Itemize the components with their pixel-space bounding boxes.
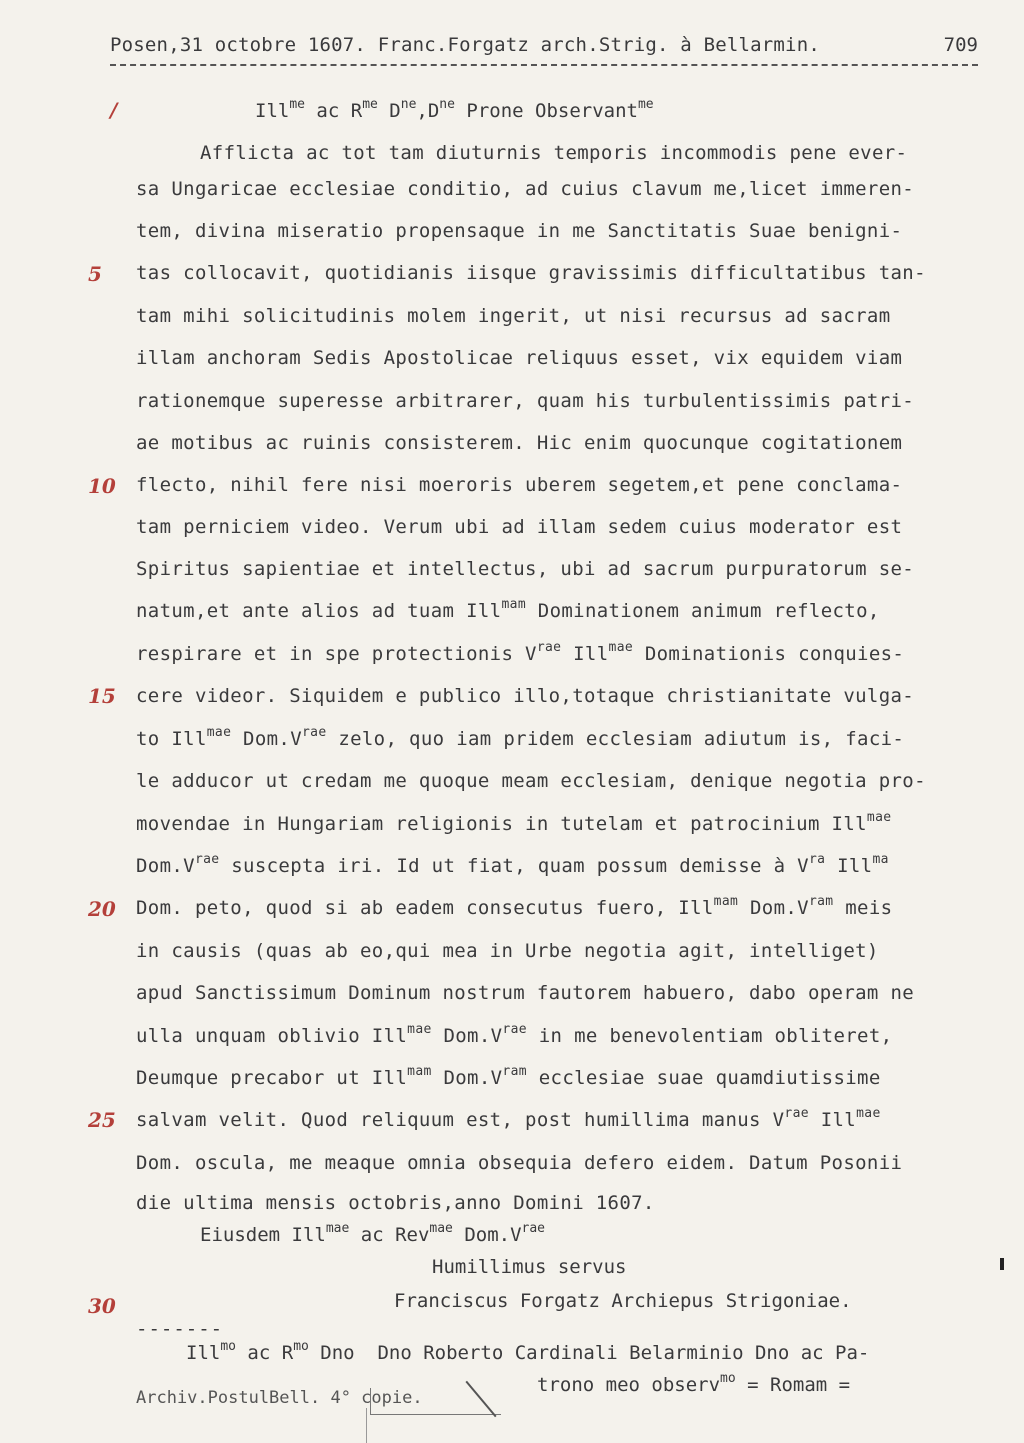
address-line: trono meo observ$^{mo}$ = Romam =	[537, 1371, 851, 1396]
body-line: $Dom.V^{rae}$ suscepta iri. Id ut fiat, quam possum demisse à $V^{ra}$ Ill$^{ma}$	[136, 852, 889, 877]
body-line: tem, divina miseratio propensaque in me Sanctitatis Suae benigni-	[136, 220, 903, 242]
signature: Franciscus Forgatz Archiepus Strigoniae.	[394, 1290, 852, 1312]
body-line: illam anchoram Sedis Apostolicae reliquus esset, vix equidem viam	[136, 347, 903, 369]
margin-mark: 5	[88, 262, 102, 286]
salutation: Ill$^{me}$ ac $R^{me}$ $D^{ne},D^{ne}$ Prone Observant$^{me}$	[255, 97, 654, 122]
page-header: Posen,31 octobre 1607. Franc.Forgatz arch.Strig. à Bellarmin.	[110, 34, 820, 56]
body-line: le adducor ut credam me quoque meam ecclesiam, denique negotia pro-	[136, 770, 926, 792]
edge-mark	[1000, 1258, 1004, 1270]
body-line: Deumque precabor ut Ill$^{mam}$ $Dom.V^{ram}$ ecclesiae suae quamdiutissime	[136, 1064, 881, 1089]
body-line: apud Sanctissimum Dominum nostrum fautorem habuero, dabo operam ne	[136, 982, 915, 1004]
margin-mark: 25	[88, 1108, 116, 1132]
body-line: Afflicta ac tot tam diuturnis temporis incommodis pene ever-	[200, 142, 908, 164]
body-line: tas collocavit, quotidianis iisque gravissimis difficultatibus tan-	[136, 262, 926, 284]
margin-mark: 15	[88, 684, 116, 708]
margin-mark: 10	[88, 474, 116, 498]
body-line: rationemque superesse arbitrarer, quam his turbulentissimis patri-	[136, 390, 915, 412]
body-line: to Ill$^{mae}$ $Dom.V^{rae}$ zelo, quo iam pridem ecclesiam adiutum is, faci-	[136, 725, 905, 750]
body-line: sa Ungaricae ecclesiae conditio, ad cuius clavum me,licet immeren-	[136, 178, 915, 200]
paper-crease	[366, 1408, 367, 1443]
header-rule	[110, 64, 978, 66]
body-line: cere videor. Siquidem e publico illo,totaque christianitate vulga-	[136, 685, 915, 707]
body-line: Spiritus sapientiae et intellectus, ubi ad sacrum purpuratorum se-	[136, 558, 915, 580]
body-line: Dom. peto, quod si ab eadem consecutus fuero, Ill$^{mam}$ $Dom.V^{ram}$ meis	[136, 894, 893, 919]
body-line: flecto, nihil fere nisi moeroris uberem segetem,et pene conclama-	[136, 474, 903, 496]
body-line: die ultima mensis octobris,anno Domini 1607.	[136, 1192, 655, 1214]
page-number: 709	[943, 34, 978, 56]
body-line: respirare et in spe protectionis $V^{rae}$ Ill$^{mae}$ Dominationis conquies-	[136, 640, 905, 665]
archive-stamp: Archiv.PostulBell. 4° copie.	[136, 1388, 423, 1408]
address-line: Ill$^{mo}$ ac $R^{mo}$ Dno Dno Roberto Cardinali Belarminio Dno ac Pa-	[186, 1339, 870, 1364]
body-line: movendae in Hungariam religionis in tutelam et patrocinium Ill$^{mae}$	[136, 810, 892, 835]
margin-mark: 30	[88, 1294, 116, 1318]
body-line: ae motibus ac ruinis consisterem. Hic enim quocunque cogitationem	[136, 432, 903, 454]
body-line: in causis (quas ab eo,qui mea in Urbe negotia agit, intelliget)	[136, 940, 879, 962]
body-line: ulla unquam oblivio Ill$^{mae}$ $Dom.V^{rae}$ in me benevolentiam obliteret,	[136, 1022, 893, 1047]
body-line: natum,et ante alios ad tuam Ill$^{mam}$ Dominationem animum reflecto,	[136, 597, 880, 622]
body-line: salvam velit. Quod reliquum est, post humillima manus $V^{rae}$ Ill$^{mae}$	[136, 1106, 881, 1131]
closing-formula: Eiusdem Ill$^{mae}$ ac Rev$^{mae}$ $Dom.V^{rae}$	[200, 1221, 546, 1246]
body-line: tam perniciem video. Verum ubi ad illam sedem cuius moderator est	[136, 516, 903, 538]
margin-mark: /	[110, 98, 118, 122]
separator: -------	[136, 1318, 224, 1340]
body-line: Dom. oscula, me meaque omnia obsequia defero eidem. Datum Posonii	[136, 1152, 903, 1174]
margin-mark: 20	[88, 897, 116, 921]
body-line: tam mihi solicitudinis molem ingerit, ut nisi recursus ad sacram	[136, 305, 891, 327]
closing-servant: Humillimus servus	[432, 1256, 627, 1278]
